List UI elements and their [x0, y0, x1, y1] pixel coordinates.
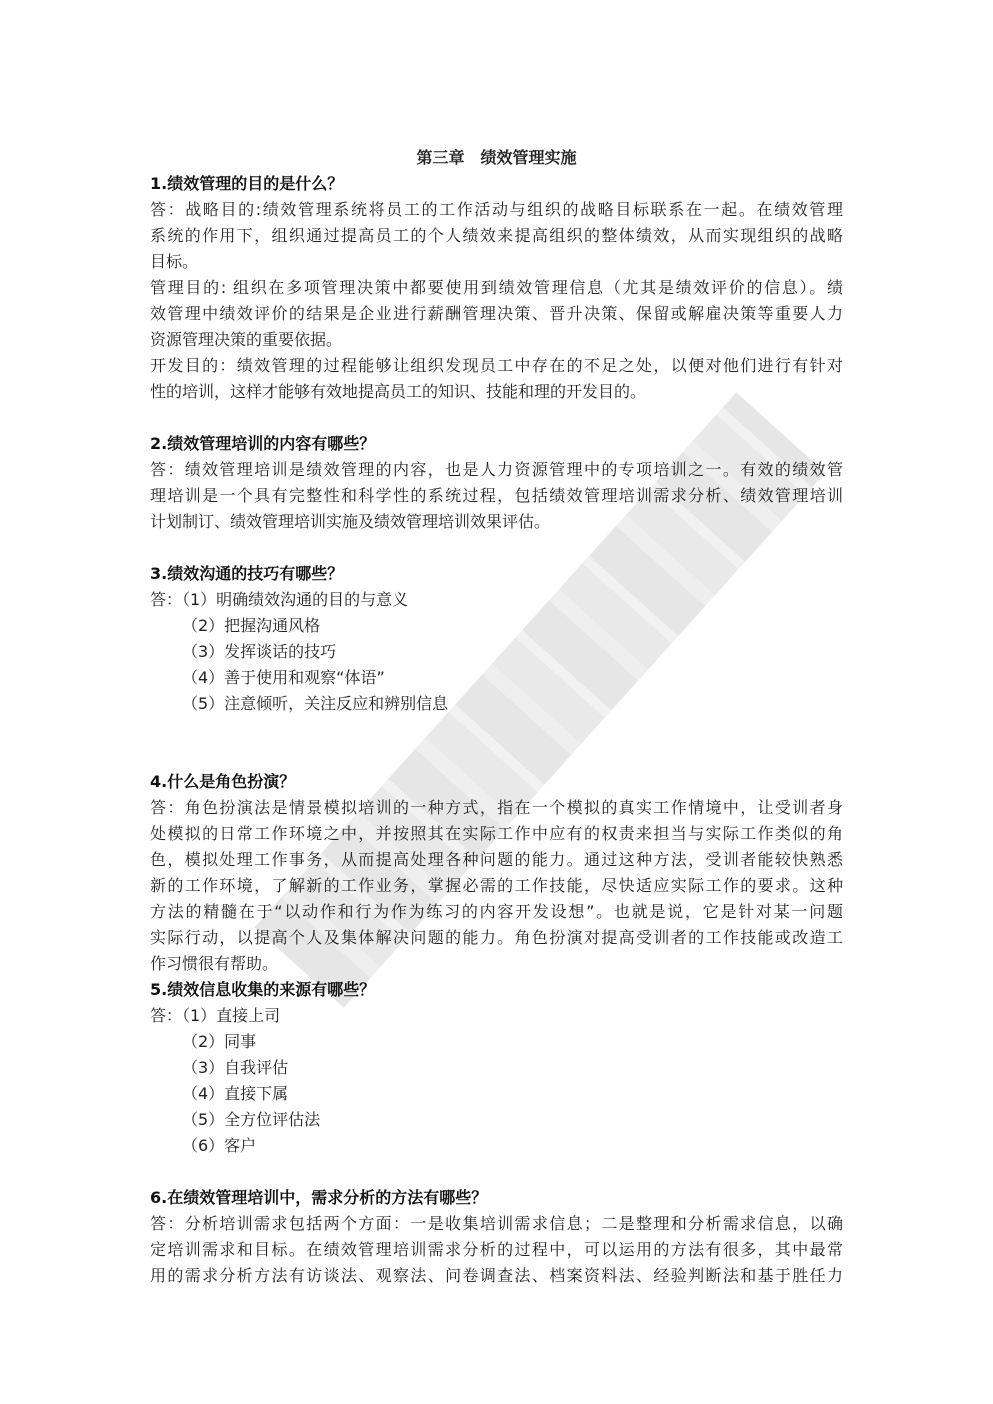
chapter-title: 第三章 绩效管理实施	[416, 148, 577, 167]
answer-item: （5）注意倾听，关注反应和辨别信息	[182, 694, 449, 713]
answer-item: （4）直接下属	[182, 1084, 289, 1103]
answer-line: 答：分析培训需求包括两个方面：一是收集培训需求信息；二是整理和分析需求信息，以确	[150, 1214, 843, 1233]
answer-line: 新的工作环境，了解新的工作业务，掌握必需的工作技能，尽快适应实际工作的要求。这种	[150, 876, 843, 895]
answer-item: （5）全方位评估法	[182, 1110, 321, 1129]
question-1-heading: 1.绩效管理的目的是什么？	[150, 174, 344, 193]
answer-line: 作习惯很有帮助。	[150, 954, 279, 973]
answer-item: 答：（1）明确绩效沟通的目的与意义	[150, 590, 409, 609]
answer-line: 系统的作用下，组织通过提高员工的个人绩效来提高组织的整体绩效，从而实现组织的战略	[150, 226, 843, 245]
answer-line: 资源管理决策的重要依据。	[150, 330, 343, 349]
answer-line: 方法的精髓在于“以动作和行为作为练习的内容开发设想”。也就是说，它是针对某一问题	[150, 902, 843, 921]
answer-line: 理培训是一个具有完整性和科学性的系统过程，包括绩效管理培训需求分析、绩效管理培训	[150, 486, 843, 505]
answer-line: 目标。	[150, 252, 199, 271]
answer-line: 实际行动，以提高个人及集体解决问题的能力。角色扮演对提高受训者的工作技能或改造工	[150, 928, 843, 947]
answer-line: 性的培训，这样才能够有效地提高员工的知识、技能和理的开发目的。	[150, 382, 647, 401]
answer-line: 开发目的：绩效管理的过程能够让组织发现员工中存在的不足之处，以便对他们进行有针对	[150, 356, 843, 375]
answer-item: （2）把握沟通风格	[182, 616, 321, 635]
answer-item: （3）自我评估	[182, 1058, 289, 1077]
answer-item: （2）同事	[182, 1032, 257, 1051]
answer-line: 计划制订、绩效管理培训实施及绩效管理培训效果评估。	[150, 512, 551, 531]
question-5-heading: 5.绩效信息收集的来源有哪些？	[150, 980, 376, 999]
answer-line: 答：绩效管理培训是绩效管理的内容，也是人力资源管理中的专项培训之一。有效的绩效管	[150, 460, 843, 479]
answer-line: 答：角色扮演法是情景模拟培训的一种方式，指在一个模拟的真实工作情境中，让受训者身	[150, 798, 843, 817]
answer-line: 处模拟的日常工作环境之中，并按照其在实际工作中应有的权责来担当与实际工作类似的角	[150, 824, 843, 843]
answer-line: 效管理中绩效评价的结果是企业进行薪酬管理决策、晋升决策、保留或解雇决策等重要人力	[150, 304, 843, 323]
answer-line: 管理目的: 组织在多项管理决策中都要使用到绩效管理信息（尤其是绩效评价的信息）。绩	[150, 278, 843, 297]
answer-item: （6）客户	[182, 1136, 257, 1155]
question-3-heading: 3.绩效沟通的技巧有哪些？	[150, 564, 344, 583]
question-6-heading: 6.在绩效管理培训中，需求分析的方法有哪些？	[150, 1188, 488, 1207]
answer-item: （3）发挥谈话的技巧	[182, 642, 337, 661]
answer-line: 用的需求分析方法有访谈法、观察法、问卷调查法、档案资料法、经验判断法和基于胜任力	[150, 1266, 843, 1285]
answer-item: （4）善于使用和观察“体语”	[182, 668, 385, 687]
document-page	[150, 145, 843, 1289]
answer-line: 色，模拟处理工作事务，从而提高处理各种问题的能力。通过这种方法，受训者能较快熟悉	[150, 850, 843, 869]
answer-item: 答：（1）直接上司	[150, 1006, 281, 1025]
answer-line: 答：战略目的:绩效管理系统将员工的工作活动与组织的战略目标联系在一起。在绩效管理	[150, 200, 843, 219]
question-4-heading: 4.什么是角色扮演？	[150, 772, 296, 791]
answer-line: 定培训需求和目标。在绩效管理培训需求分析的过程中，可以运用的方法有很多，其中最常	[150, 1240, 843, 1259]
question-2-heading: 2.绩效管理培训的内容有哪些？	[150, 434, 376, 453]
